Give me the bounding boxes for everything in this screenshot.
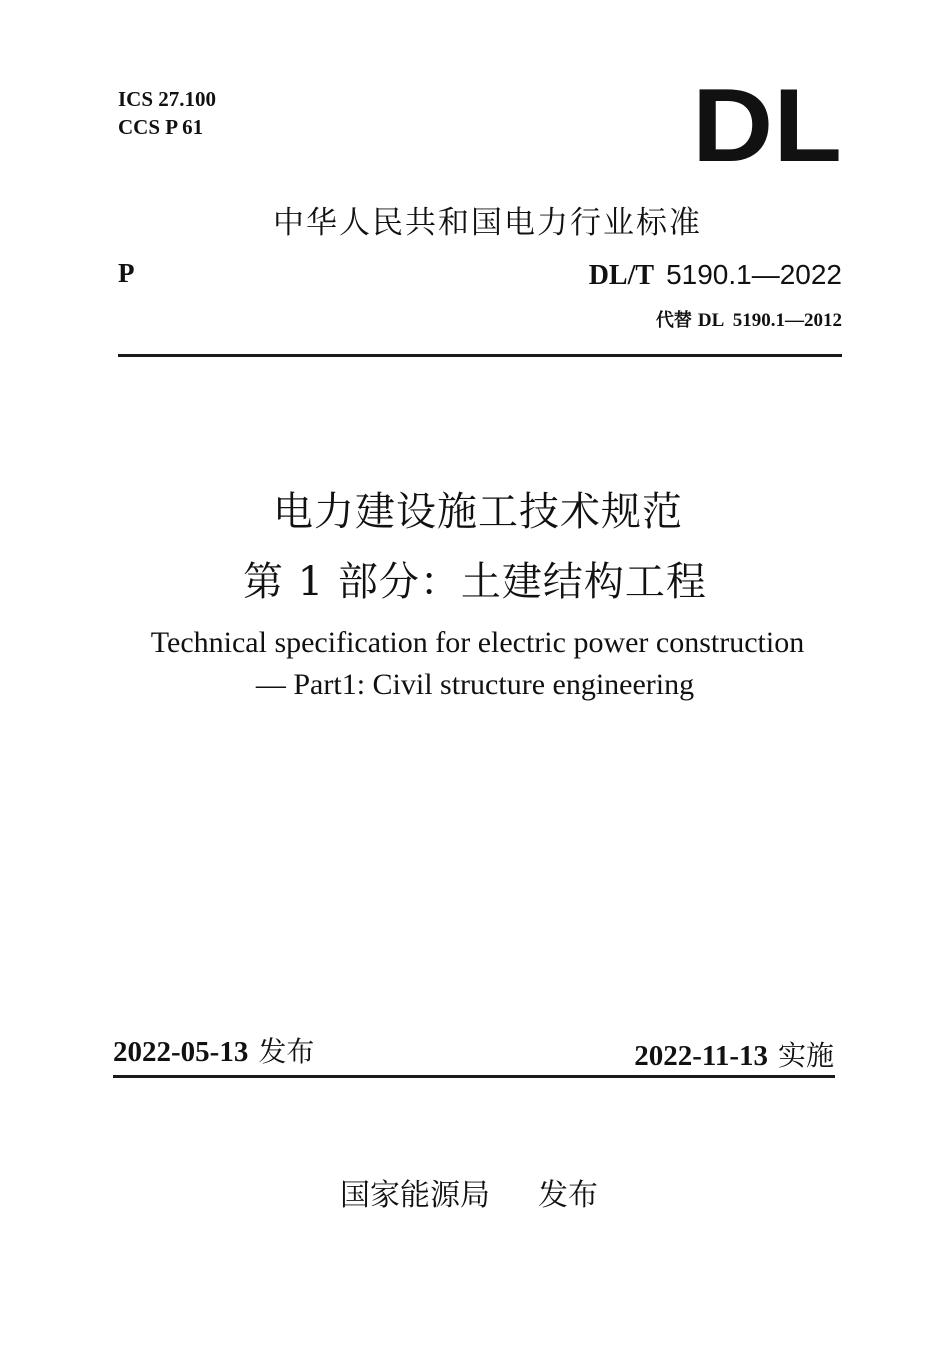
- classification-codes: [118, 85, 216, 141]
- issue-label: 发布: [258, 1035, 315, 1068]
- ics-code: ICS 27.100: [118, 87, 217, 111]
- header-divider: [118, 354, 842, 357]
- standard-number-value: 5190.1—2022: [666, 259, 842, 290]
- replaces-number: DL 5190.1—2012: [697, 310, 842, 331]
- dl-logo: [692, 88, 842, 164]
- title-cn-line2: 第 1 部分：土建结构工程: [243, 559, 707, 605]
- implement-date-block: [634, 1034, 834, 1074]
- title-en-line2: — Part1: Civil structure engineering: [255, 668, 695, 701]
- publisher-name: 国家能源局: [340, 1178, 490, 1213]
- implement-date: 2022-11-13: [634, 1040, 768, 1072]
- dl-logo-text: DL: [692, 88, 842, 164]
- publisher-action: 发布: [538, 1178, 598, 1213]
- standard-number: [589, 258, 842, 292]
- standard-type-name: 中华人民共和国电力行业标准: [273, 205, 702, 241]
- replaces-standard: [656, 306, 842, 332]
- title-en-line1: Technical specification for electric power construction: [150, 626, 805, 659]
- replaces-label: 代替: [655, 310, 692, 331]
- standard-number-prefix: DL/T: [588, 260, 655, 291]
- standard-category: P: [118, 258, 135, 288]
- footer-divider: [113, 1075, 835, 1078]
- issue-date-block: [113, 1030, 314, 1070]
- implement-label: 实施: [777, 1039, 834, 1072]
- issue-date: 2022-05-13: [113, 1036, 249, 1068]
- publisher-line: [340, 1170, 598, 1214]
- title-cn-line1: 电力建设施工技术规范: [273, 489, 683, 535]
- ccs-code: CCS P 61: [118, 115, 204, 139]
